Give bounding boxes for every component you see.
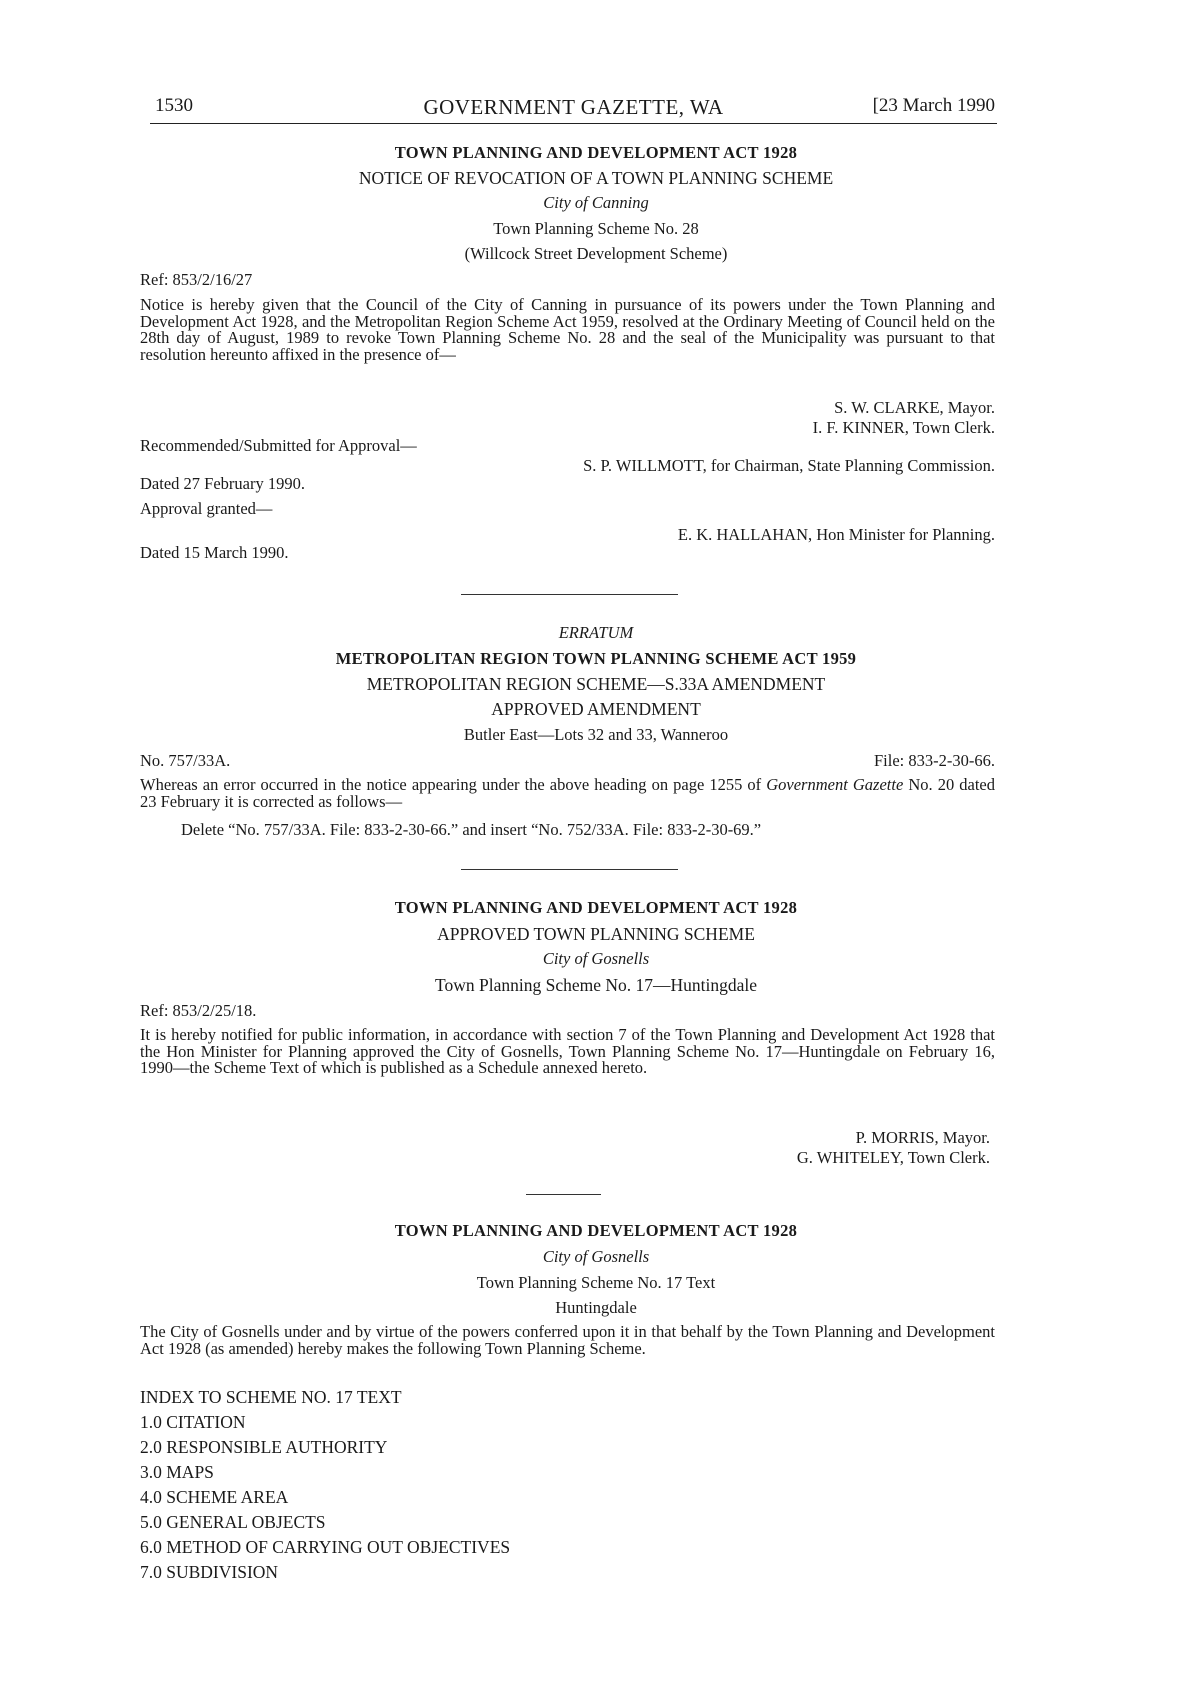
notice1-scheme-name: (Willcock Street Development Scheme) [464,244,728,263]
notice1-dated-mar: Dated 15 March 1990. [140,543,289,562]
erratum-location: Butler East—Lots 32 and 33, Wanneroo [463,725,729,744]
notice2-scheme: Town Planning Scheme No. 17—Huntingdale [435,975,757,995]
index-item: 4.0 SCHEME AREA [140,1487,289,1507]
section-divider [461,869,678,870]
page-number: 1530 [155,95,193,116]
notice1-body: Notice is hereby given that the Council of the City of Canning in pursuance of its powers under the Town Planning and Development Act 1928, and the Metropolitan Region Scheme Act 1959, resolved at the Ordinary Meeting of Council held on the 28th day of August, 1989 to revoke Town Planning Scheme No. 28 and the seal of the Municipality was pursuant to that resolution hereunto affixed in the presence of— [140,295,995,364]
index-item: 5.0 GENERAL OBJECTS [140,1512,326,1532]
notice1-title: NOTICE OF REVOCATION OF A TOWN PLANNING SCHEME [358,168,834,188]
notice1-scheme: Town Planning Scheme No. 28 [493,219,699,238]
notice3-act: TOWN PLANNING AND DEVELOPMENT ACT 1928 [394,1221,798,1240]
erratum-correction: Delete “No. 757/33A. File: 833-2-30-66.” and insert “No. 752/33A. File: 833-2-30-69.” [181,820,762,839]
notice2-body: It is hereby notified for public information, in accordance with section 7 of the Town Planning and Development Act 1928 that the Hon Minister for Planning approved the City of Gosnells, Town Planning Scheme No. 17—Huntingdale on February 16, 1990—the Scheme Text of which is published as a Schedule annexed hereto. [140,1025,995,1077]
notice2-ref: Ref: 853/2/25/18. [140,1001,257,1020]
notice2-title: APPROVED TOWN PLANNING SCHEME [437,924,755,944]
index-item: 3.0 MAPS [140,1462,214,1482]
notice1-sig-mayor: S. W. CLARKE, Mayor. [834,398,995,417]
erratum-file: File: 833-2-30-66. [874,751,995,770]
gazette-name: Government Gazette [766,775,904,794]
notice2-sig-mayor: P. MORRIS, Mayor. [855,1128,990,1147]
notice1-sig-minister: E. K. HALLAHAN, Hon Minister for Planning. [677,525,995,544]
notice2-city: City of Gosnells [542,949,650,968]
gazette-date: [23 March 1990 [872,95,995,116]
index-item: 6.0 METHOD OF CARRYING OUT OBJECTIVES [140,1537,511,1557]
erratum-label: ERRATUM [558,623,634,642]
erratum-title: METROPOLITAN REGION SCHEME—S.33A AMENDMENT [366,674,826,694]
notice3-city: City of Gosnells [542,1247,650,1266]
page-header [150,95,997,124]
notice2-sig-clerk: G. WHITELEY, Town Clerk. [796,1148,990,1167]
notice3-place: Huntingdale [555,1298,637,1317]
section-divider [461,594,678,595]
erratum-subtitle: APPROVED AMENDMENT [491,699,701,719]
index-item: 7.0 SUBDIVISION [140,1562,279,1582]
notice1-approval: Approval granted— [140,499,273,518]
erratum-number: No. 757/33A. [140,751,231,770]
erratum-body: Whereas an error occurred in the notice appearing under the above heading on page 1255 of Government Gazette No. 20 dated 23 February it is corrected as follows— [140,775,995,811]
notice1-ref: Ref: 853/2/16/27 [140,270,253,289]
notice3-body: The City of Gosnells under and by virtue of the powers conferred upon it in that behalf by the Town Planning and Development Act 1928 (as amended) hereby makes the following Town Planning Scheme. [140,1322,995,1358]
section-divider [526,1194,601,1195]
notice1-recommended: Recommended/Submitted for Approval— [140,436,417,455]
notice1-dated-feb: Dated 27 February 1990. [140,474,305,493]
index-title: INDEX TO SCHEME NO. 17 TEXT [140,1387,402,1407]
notice1-city: City of Canning [543,193,649,212]
notice3-scheme: Town Planning Scheme No. 17 Text [476,1273,716,1292]
gazette-title: GOVERNMENT GAZETTE, WA [423,95,724,119]
notice1-sig-commission: S. P. WILLMOTT, for Chairman, State Planning Commission. [583,456,995,475]
notice1-sig-clerk: I. F. KINNER, Town Clerk. [812,418,995,437]
notice1-act: TOWN PLANNING AND DEVELOPMENT ACT 1928 [394,143,798,162]
notice2-act: TOWN PLANNING AND DEVELOPMENT ACT 1928 [394,898,798,917]
erratum-act: METROPOLITAN REGION TOWN PLANNING SCHEME ACT 1959 [335,649,857,668]
index-item: 2.0 RESPONSIBLE AUTHORITY [140,1437,388,1457]
index-item: 1.0 CITATION [140,1412,246,1432]
